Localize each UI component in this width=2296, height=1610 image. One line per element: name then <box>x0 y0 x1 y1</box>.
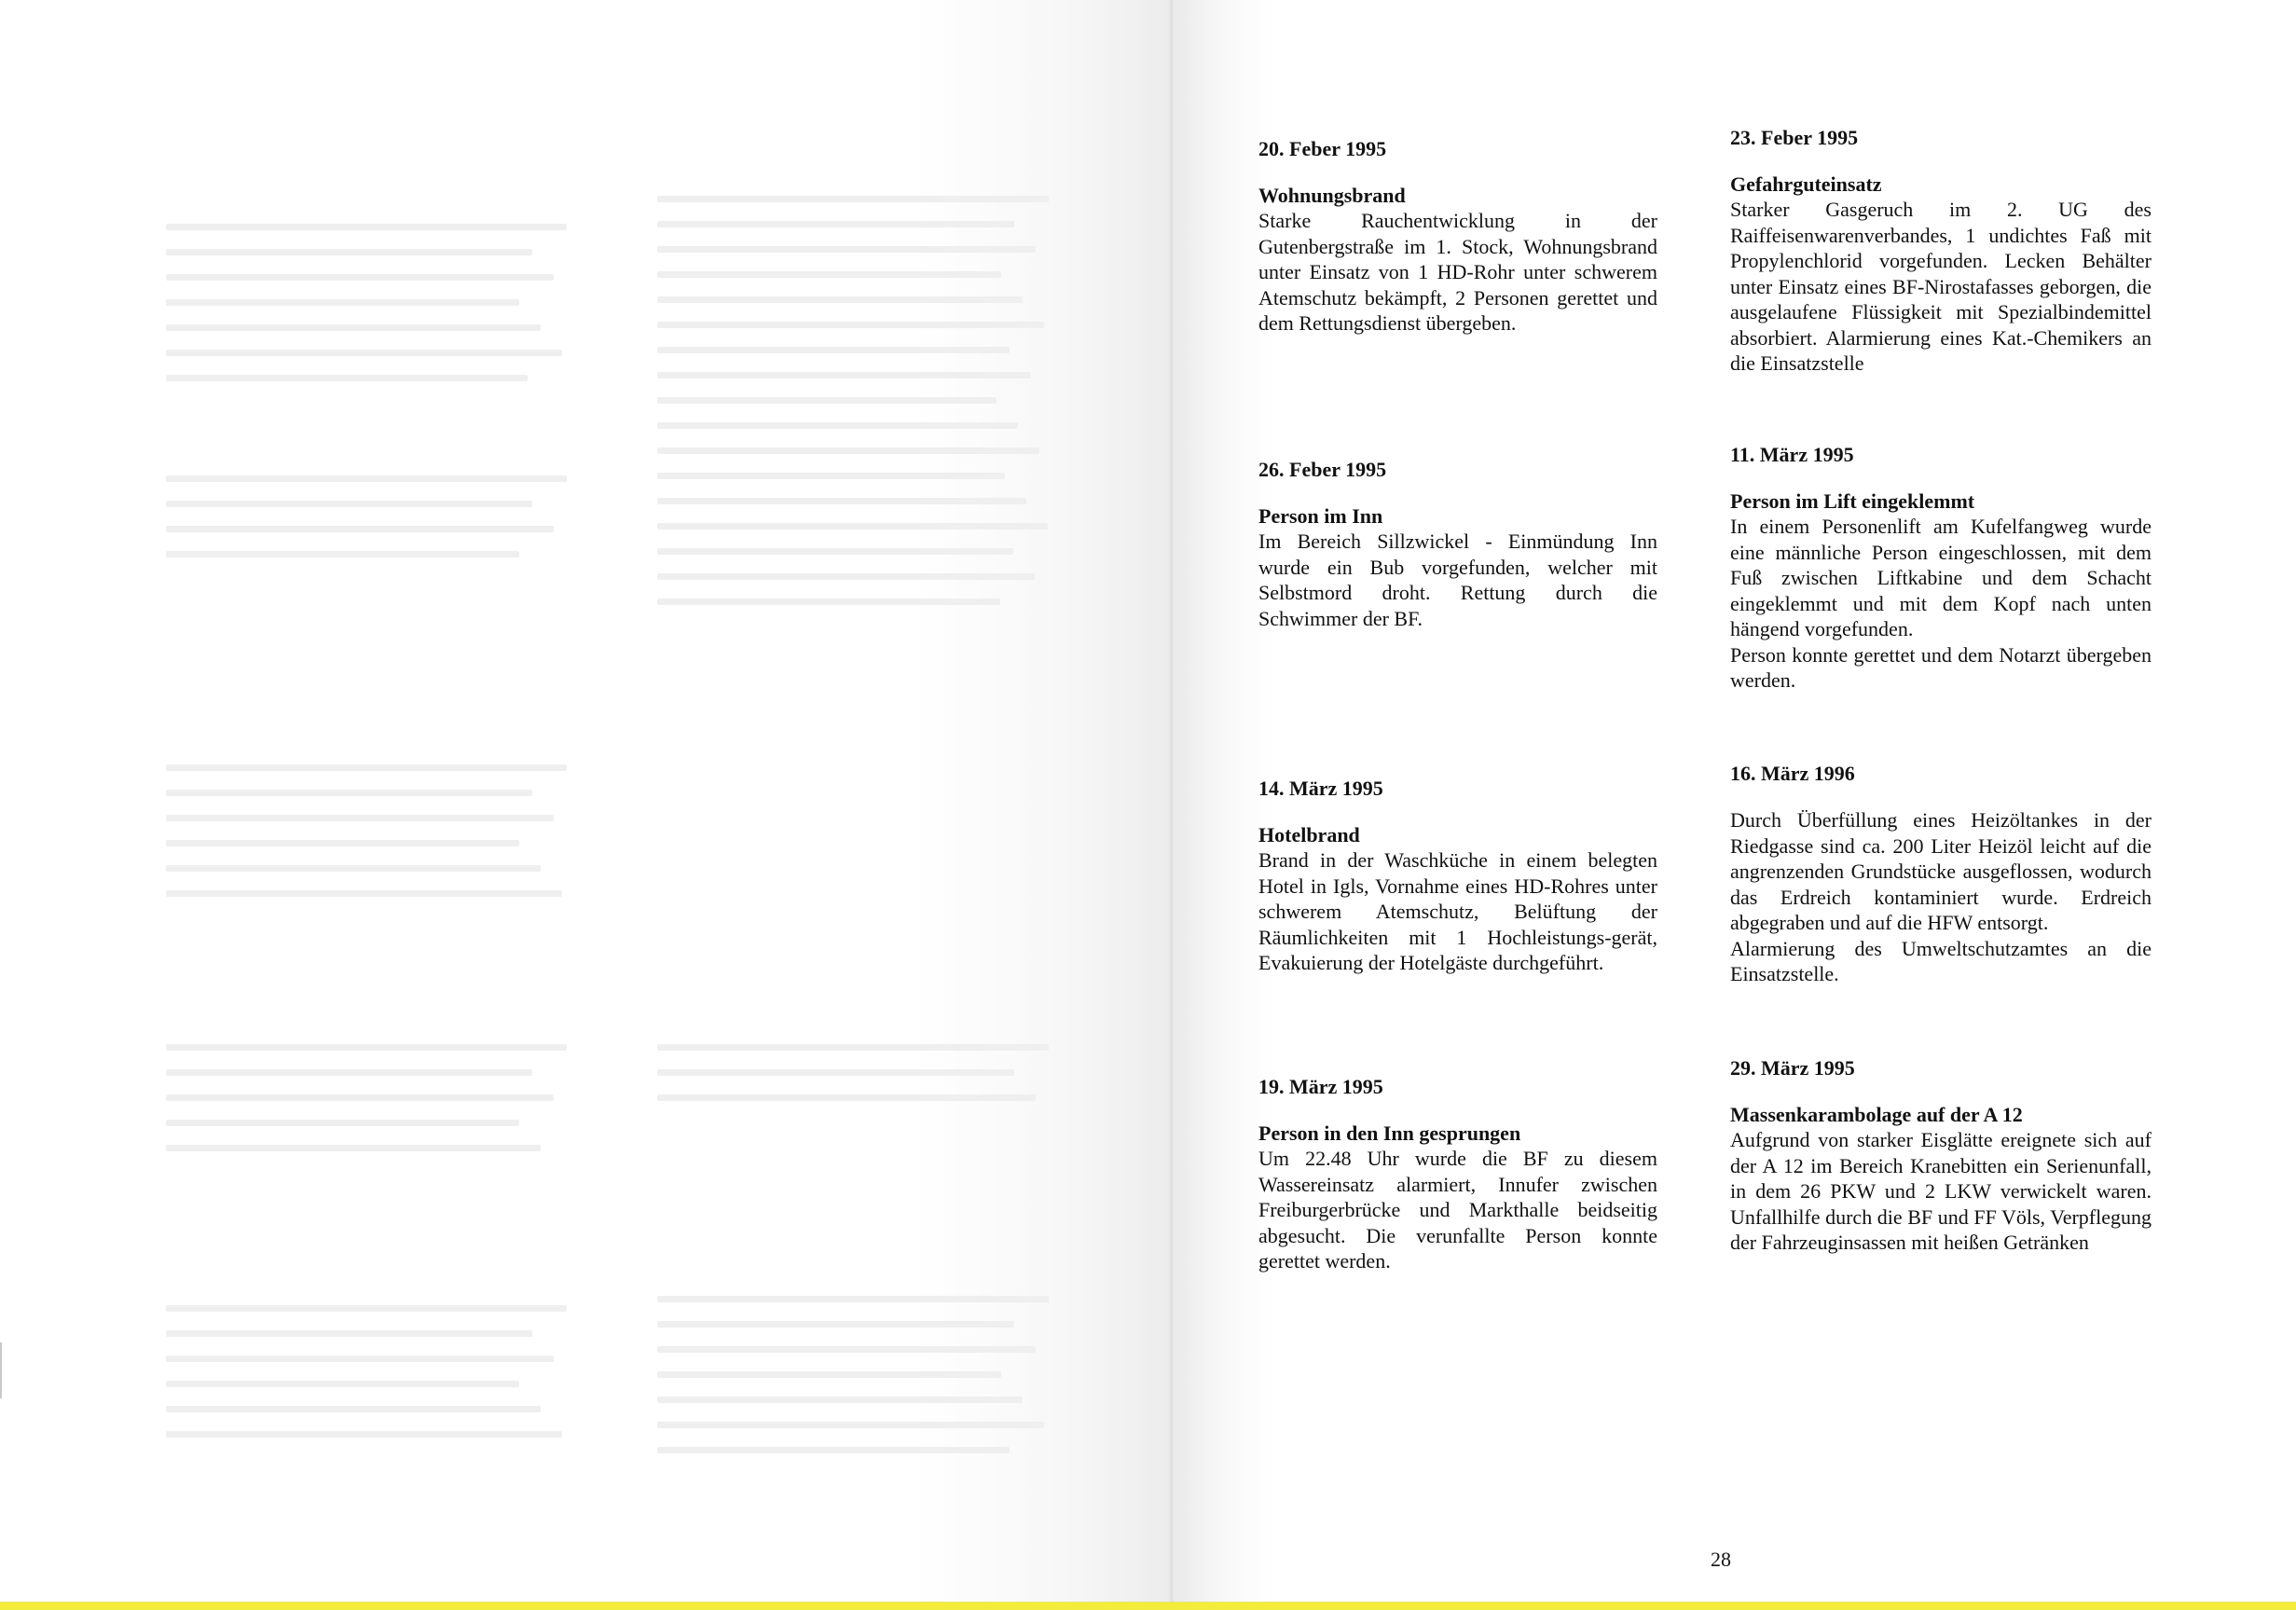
bleed-through-line <box>166 475 567 482</box>
bleed-through-line <box>166 865 541 872</box>
entry-paragraph: Aufgrund von starker Eisglätte ereignete sich auf der A 12 im Bereich Kranebitten ein Serienunfall, in dem 26 PKW und 2 LKW verwickelt waren. Unfallhilfe durch die BF und FF Völs, Verpflegung der Fahrzeuginsassen mit heißen Getränken <box>1730 1128 2152 1254</box>
bleed-through-line <box>657 422 1018 429</box>
bleed-through-line <box>657 548 1013 555</box>
entry-heading: Gefahrguteinsatz <box>1730 172 1882 196</box>
bleed-through-line <box>166 1044 567 1051</box>
entry-body <box>1258 847 1657 976</box>
incident-entry <box>1730 125 2152 377</box>
bleed-through-line <box>166 350 562 356</box>
bleed-through-line <box>657 246 1036 253</box>
entry-body <box>1258 208 1657 337</box>
incident-entry <box>1258 1074 1657 1274</box>
incident-entry <box>1258 457 1657 631</box>
bleed-through-line <box>166 375 528 381</box>
entry-body <box>1730 514 2152 694</box>
entry-paragraph: Brand in der Waschküche in einem belegten Hotel in Igls, Vornahme eines HD-Rohres unter schwerem Atemschutz, Belüftung der Räumlichkeiten mit 1 Hochleistungs-gerät, Evakuierung der Hotelgäste durchgeführt. <box>1258 848 1657 974</box>
entry-date: 14. März 1995 <box>1258 777 1383 800</box>
entry-date: 23. Feber 1995 <box>1730 126 1859 149</box>
bleed-through-line <box>657 1447 1010 1453</box>
incident-entry <box>1258 136 1657 337</box>
bleed-through-line <box>657 296 1023 303</box>
bleed-through-line <box>657 322 1044 328</box>
bleed-through-line <box>166 224 567 230</box>
entry-date: 29. März 1995 <box>1730 1056 1855 1080</box>
bleed-through-line <box>657 1094 1036 1101</box>
entry-body <box>1258 529 1657 631</box>
bleed-through-line <box>166 890 562 897</box>
bleed-through-line <box>166 1381 519 1387</box>
bleed-through-line <box>657 1069 1014 1076</box>
bleed-through-line <box>657 473 1005 479</box>
entry-date: 20. Feber 1995 <box>1258 137 1387 160</box>
entry-paragraph: Starke Rauchentwicklung in der Gutenbergstraße im 1. Stock, Wohnungsbrand unter Einsatz von 1 HD-Rohr unter schwerem Atemschutz bekämpft, 2 Personen gerettet und dem Rettungsdienst übergeben. <box>1258 209 1657 335</box>
bleed-through-line <box>657 1296 1049 1302</box>
entry-body <box>1730 197 2152 377</box>
bleed-through-line <box>166 501 532 507</box>
entry-date: 19. März 1995 <box>1258 1075 1383 1098</box>
bleed-through-line <box>657 271 1001 278</box>
entry-body <box>1730 807 2152 987</box>
bleed-through-line <box>657 498 1026 504</box>
entry-date: 11. März 1995 <box>1730 443 1854 466</box>
entry-heading: Person im Inn <box>1258 504 1383 528</box>
entry-heading: Massenkarambolage auf der A 12 <box>1730 1103 2023 1126</box>
entry-date: 26. Feber 1995 <box>1258 458 1387 481</box>
entry-heading: Person im Lift eingeklemmt <box>1730 489 1975 513</box>
bleed-through-line <box>166 840 519 846</box>
bleed-through-line <box>657 347 1010 353</box>
bleed-through-line <box>657 1397 1023 1403</box>
entry-paragraph: Person konnte gerettet und dem Notarzt übergeben werden. <box>1730 642 2152 692</box>
bleed-through-line <box>657 523 1048 530</box>
bleed-through-line <box>166 1330 532 1337</box>
bleed-through-line <box>657 573 1035 580</box>
entry-body <box>1258 1146 1657 1274</box>
bleed-through-line <box>657 372 1031 378</box>
bleed-through-line <box>166 1431 562 1438</box>
entry-heading: Wohnungsbrand <box>1258 184 1406 207</box>
bleed-through-line <box>657 1321 1014 1328</box>
bleed-through-line <box>166 1145 541 1151</box>
entry-heading: Hotelbrand <box>1258 823 1360 846</box>
incident-entry <box>1730 761 2152 987</box>
bleed-through-line <box>657 1371 1001 1378</box>
bleed-through-line <box>166 815 554 821</box>
entry-paragraph: In einem Personenlift am Kufelfangweg wurde eine männliche Person eingeschlossen, mit dem Fuß zwischen Liftkabine und dem Schacht eingeklemmt und mit dem Kopf nach unten hängend vorgefunden. <box>1730 515 2152 640</box>
entry-paragraph: Im Bereich Sillzwickel - Einmündung Inn wurde ein Bub vorgefunden, welcher mit Selbstmord droht. Rettung durch die Schwimmer der BF. <box>1258 530 1657 630</box>
entry-date: 16. März 1996 <box>1730 762 1855 785</box>
page-number: 28 <box>1711 1548 1731 1571</box>
bleed-through-line <box>166 764 567 771</box>
entry-heading: Person in den Inn gesprungen <box>1258 1121 1521 1145</box>
bleed-through-line <box>166 551 519 557</box>
incident-entry <box>1730 1055 2152 1256</box>
bleed-through-line <box>657 1346 1036 1353</box>
bleed-through-line <box>166 299 519 306</box>
bleed-through-line <box>657 196 1049 202</box>
bleed-through-line <box>166 249 532 255</box>
entry-paragraph: Starker Gasgeruch im 2. UG des Raiffeisenwarenverbandes, 1 undichtes Faß mit Propylenchlorid vorgefunden. Lecken Behälter unter Einsatz eines BF-Nirostafasses geborgen, die ausgelaufene Flüssigkeit mit Spezialbindemittel absorbiert. Alarmierung eines Kat.-Chemikers an die Einsatzstelle <box>1730 198 2152 375</box>
bleed-through-line <box>166 1069 532 1076</box>
incident-entry <box>1258 776 1657 976</box>
entry-paragraph: Um 22.48 Uhr wurde die BF zu diesem Wassereinsatz alarmiert, Innufer zwischen Freiburgerbrücke und Markthalle beidseitig abgesucht. Die verunfallte Person konnte gerettet werden. <box>1258 1147 1657 1273</box>
scan-edge-mark <box>0 1342 2 1398</box>
bleed-through-line <box>166 274 554 281</box>
bleed-through-line <box>166 1355 554 1362</box>
bleed-through-line <box>166 1406 541 1412</box>
entry-body <box>1730 1127 2152 1256</box>
bleed-through-line <box>166 1305 567 1312</box>
bleed-through-line <box>166 1120 519 1126</box>
bleed-through-line <box>166 1094 554 1101</box>
bleed-through-line <box>657 1422 1044 1428</box>
bleed-through-line <box>657 599 1000 605</box>
incident-entry <box>1730 442 2152 694</box>
entry-paragraph: Alarmierung des Umweltschutzamtes an die Einsatzstelle. <box>1730 936 2152 985</box>
bleed-through-line <box>166 324 541 331</box>
entry-paragraph: Durch Überfüllung eines Heizöltankes in der Riedgasse sind ca. 200 Liter Heizöl leicht auf die angrenzenden Grundstücke ausgeflossen, wodurch das Erdreich kontaminiert wurde. Erdreich abgegraben und auf die HFW entsorgt. <box>1730 808 2152 934</box>
bleed-through-line <box>657 1044 1049 1051</box>
scan-bottom-edge <box>0 1602 2296 1610</box>
bleed-through-line <box>657 447 1039 454</box>
bleed-through-line <box>657 397 997 404</box>
bleed-through-line <box>657 221 1014 227</box>
bleed-through-line <box>166 790 532 796</box>
bleed-through-line <box>166 526 554 532</box>
